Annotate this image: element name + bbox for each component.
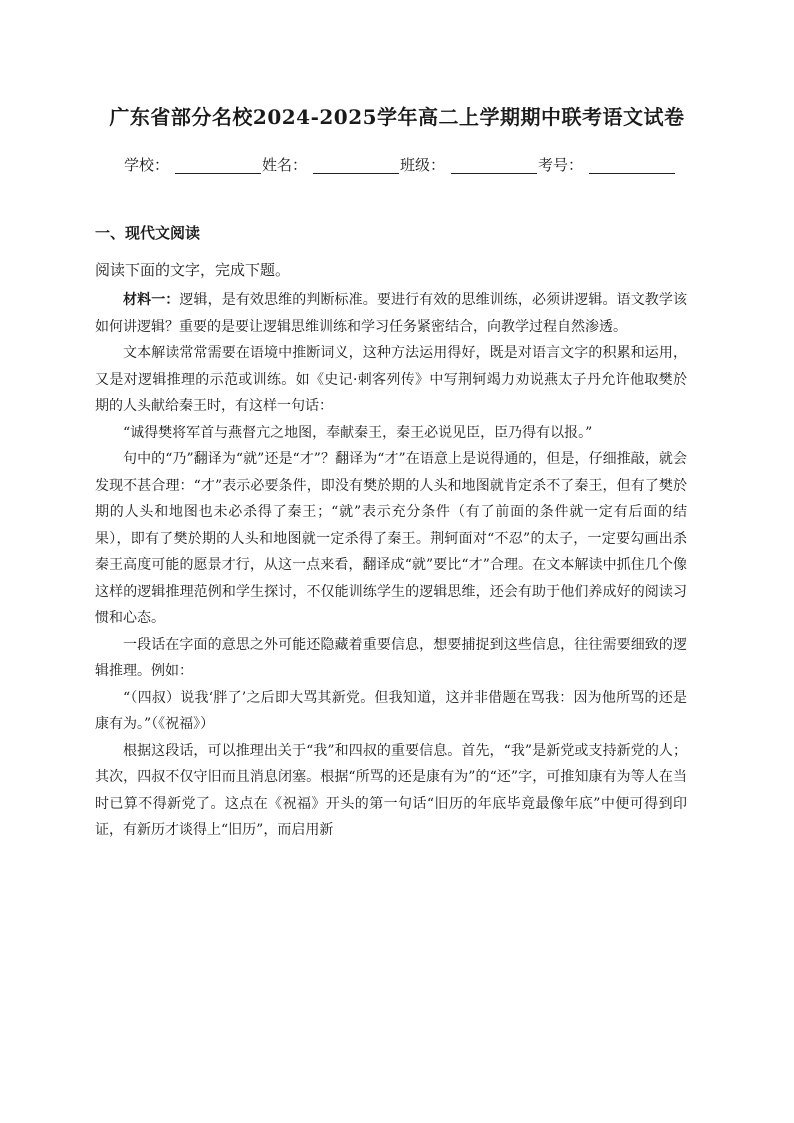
class-blank [451,157,537,174]
number-blank [589,157,675,174]
paragraph: 一段话在字面的意思之外可能还隐藏着重要信息，想要捕捉到这些信息，往往需要细致的逻辑推理。例如： [95,636,687,679]
number-label: 考号： [538,156,584,174]
student-info-row [124,154,684,175]
reading-passage [95,287,687,844]
paragraph: 文本解读常常需要在语境中推断词义，这种方法运用得好，既是对语言文字的积累和运用，又是对逻辑推理的示范或训练。如《史记·刺客列传》中写荆轲竭力劝说燕太子丹允许他取樊於期的人头献给秦王时，有这样一句话： [95,345,687,414]
paragraph: 根据这段话，可以推理出关于“我”和四叔的重要信息。首先，“我”是新党或支持新党的人；其次，四叔不仅守旧而且消息闭塞。根据“所骂的还是康有为”的“还”字，可推知康有为等人在当时已算不得新党了。这点在《祝福》开头的第一句话“旧历的年底毕竟最像年底”中便可得到印证，有新历才谈得上“旧历”，而启用新 [95,742,687,838]
section-heading: 一、现代文阅读 [95,224,201,242]
paragraph: “（四叔）说我‘胖了’之后即大骂其新党。但我知道，这并非借题在骂我：因为他所骂的还是康有为。”（《祝福》） [95,689,687,732]
school-label: 学校： [124,156,170,174]
paragraph: “诚得樊将军首与燕督亢之地图，奉献秦王，秦王必说见臣，臣乃得有以报。” [123,424,593,441]
reading-instruction: 阅读下面的文字，完成下题。 [95,261,291,279]
material-label: 材料一： [123,292,180,308]
name-blank [313,157,399,174]
school-blank [175,157,261,174]
paragraph: 句中的“乃”翻译为“就”还是“才”？翻译为“才”在语意上是说得通的，但是，仔细推敲，就会发现不甚合理：“才”表示必要条件，即没有樊於期的人头和地图就肯定杀不了秦王，但有了樊於期的人头和地图也未必杀得了秦王；“就”表示充分条件（有了前面的条件就一定有后面的结果），即有了樊於期的人头和地图就一定杀得了秦王。荆轲面对“不忍”的太子，一定要勾画出杀秦王高度可能的愿景才行，从这一点来看，翻译成“就”要比“才”合理。在文本解读中抓住几个像这样的逻辑推理范例和学生探讨，不仅能训练学生的逻辑思维，还会有助于他们养成好的阅读习惯和心态。 [95,451,687,626]
class-label: 班级： [400,156,446,174]
exam-title: 广东省部分名校2024-2025学年高二上学期期中联考语文试卷 [109,105,685,129]
name-label: 姓名： [262,156,308,174]
paragraph: 材料一：逻辑，是有效思维的判断标准。要进行有效的思维训练，必须讲逻辑。语文教学该如何讲逻辑？重要的是要让逻辑思维训练和学习任务紧密结合，向教学过程自然渗透。 [95,292,688,335]
